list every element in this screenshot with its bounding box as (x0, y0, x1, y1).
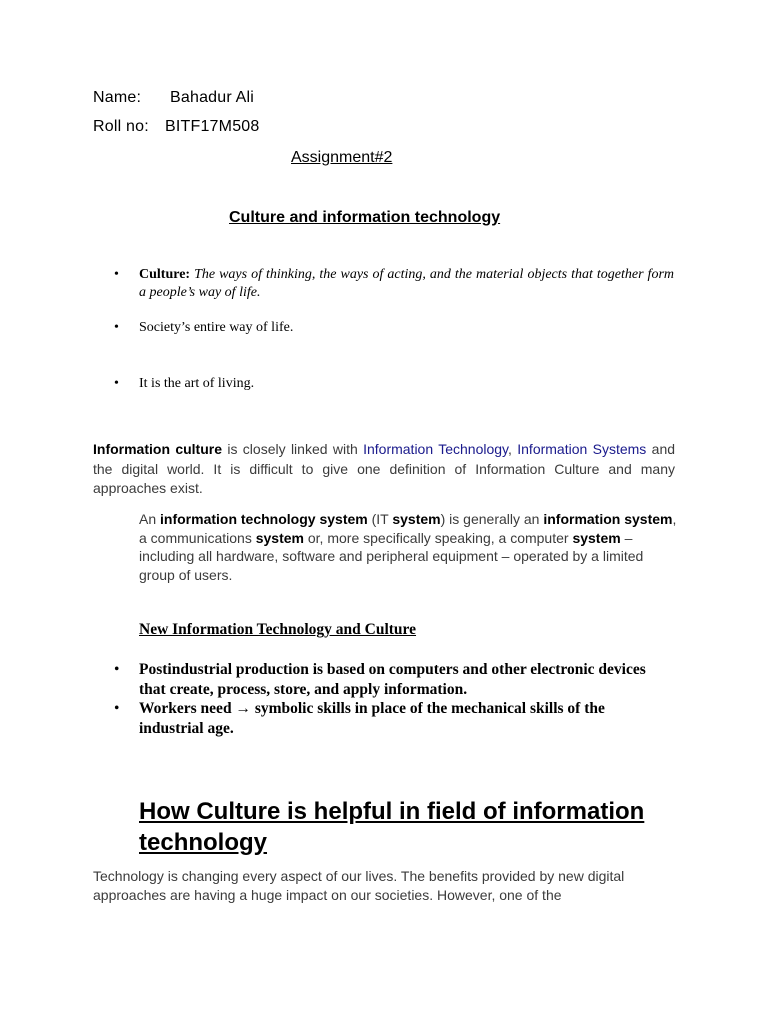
art-of-living-text: It is the art of living. (139, 376, 255, 391)
name-line (93, 89, 254, 107)
bold-term: system (392, 511, 441, 527)
bullet-icon: • (114, 700, 120, 717)
culture-bullet-list (112, 266, 674, 393)
bullet-icon: • (114, 267, 119, 282)
bold-term: information technology system (160, 511, 368, 527)
paragraph-text: ) is generally an (440, 511, 544, 527)
bullet-icon: • (114, 320, 119, 335)
list-item (113, 699, 673, 738)
paragraph-text: , (508, 441, 518, 457)
name-label: Name: (93, 89, 142, 106)
symbolic-skills-text: symbolic skills in place of the mechanical skills of the industrial age. (139, 700, 605, 737)
information-culture-paragraph (93, 440, 675, 499)
bold-term: system (255, 529, 304, 546)
bold-term: system (572, 529, 621, 546)
postindustrial-text: Postindustrial production is based on computers and other electronic devices that create, process, store, and apply information. (139, 661, 646, 698)
technology-paragraph: Technology is changing every aspect of our lives. The benefits provided by new digital approaches are having a huge impact on our societies. However, one of the (93, 868, 625, 903)
paragraph-text: , a communications (139, 511, 677, 546)
culture-definition: The ways of thinking, the ways of acting, and the material objects that together form a people’s way of life. (139, 267, 675, 300)
assignment-title: Assignment#2 (291, 149, 393, 166)
roll-value: BITF17M508 (165, 118, 260, 135)
bullet-icon: • (114, 661, 120, 678)
helpful-section-heading: How Culture is helpful in field of information technology (139, 798, 645, 856)
roll-label: Roll no: (93, 118, 149, 135)
list-item (113, 660, 673, 699)
new-it-culture-heading: New Information Technology and Culture (139, 621, 417, 638)
paragraph-text: – including all hardware, software and peripheral equipment – operated by a limited group of users. (139, 529, 644, 583)
paragraph-text: (IT (367, 511, 393, 527)
roll-line (93, 118, 259, 136)
culture-term: Culture: (139, 267, 191, 282)
bullet-icon: • (114, 376, 119, 391)
paragraph-text: is closely linked with (222, 441, 364, 457)
document-subtitle: Culture and information technology (229, 209, 501, 226)
new-it-bullet-list (113, 660, 673, 738)
list-item (112, 375, 674, 393)
information-systems-link[interactable]: Information Systems (517, 441, 647, 457)
paragraph-text: or, more specifically speaking, a computer (303, 529, 573, 546)
list-item (112, 266, 674, 302)
workers-text: Workers need (139, 700, 232, 717)
information-culture-term: Information culture (93, 441, 223, 457)
bold-term: information system (543, 511, 673, 527)
it-system-paragraph (139, 510, 679, 584)
paragraph-text: and the digital world. It is difficult to give one definition of Information Culture and many approaches exist. (93, 441, 676, 496)
information-technology-link[interactable]: Information Technology (363, 441, 509, 457)
list-item (112, 319, 674, 337)
arrow-right-icon: → (235, 700, 251, 717)
name-value: Bahadur Ali (170, 89, 255, 106)
society-text: Society’s entire way of life. (139, 320, 294, 335)
paragraph-text: An (139, 511, 161, 527)
